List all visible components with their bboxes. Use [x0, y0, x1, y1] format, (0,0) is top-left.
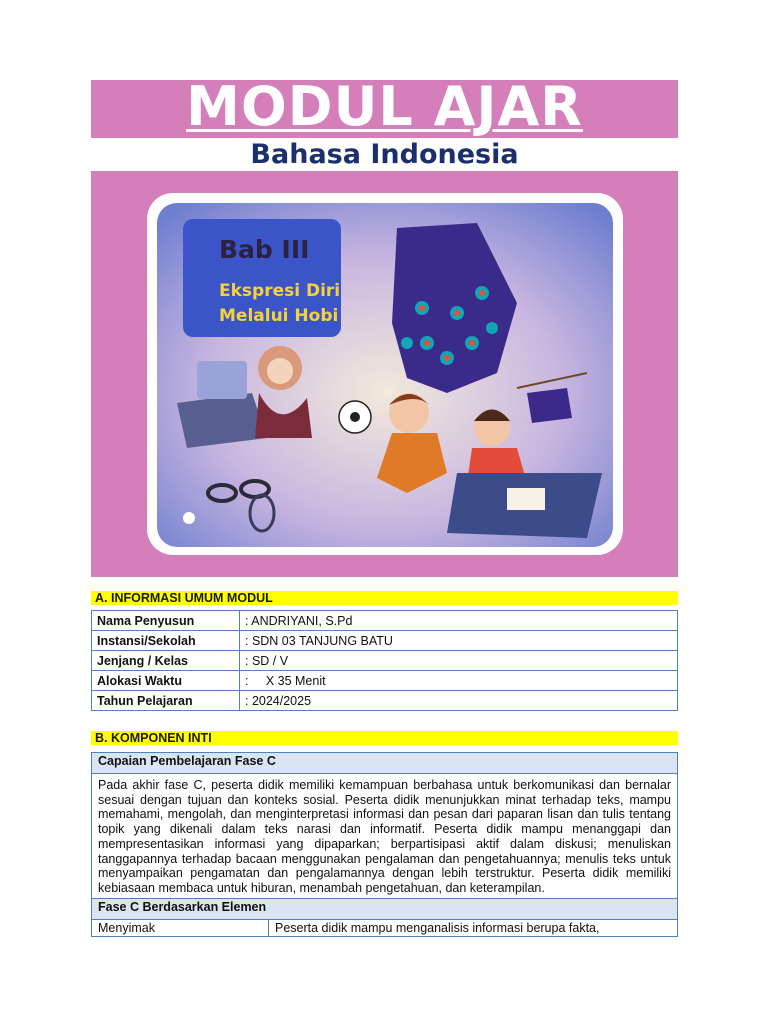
table-row	[92, 611, 678, 631]
page-title: MODUL AJAR	[186, 75, 583, 138]
general-info-table	[91, 610, 678, 711]
info-label: Jenjang / Kelas	[92, 651, 240, 671]
table-row	[92, 651, 678, 671]
section-b-heading-text: B. KOMPONEN INTI	[95, 731, 212, 745]
chapter-title-line2: Melalui Hobi	[219, 306, 339, 326]
info-label: Alokasi Waktu	[92, 671, 240, 691]
section-a-heading-text: A. INFORMASI UMUM MODUL	[95, 591, 273, 605]
info-value: : SD / V	[240, 651, 678, 671]
chapter-number: Bab III	[219, 235, 310, 264]
section-b-heading	[91, 731, 678, 745]
info-value: : X 35 Menit	[240, 671, 678, 691]
section-a-heading	[91, 591, 678, 605]
cover-frame	[91, 171, 678, 577]
shuttlecock-icon	[183, 512, 195, 524]
info-label: Instansi/Sekolah	[92, 631, 240, 651]
chapter-title-line1: Ekspresi Diri	[219, 281, 341, 301]
core-components-table	[91, 752, 678, 937]
table-row	[92, 898, 678, 919]
table-row	[92, 671, 678, 691]
table-row	[92, 919, 678, 936]
cp-heading: Capaian Pembelajaran Fase C	[92, 753, 678, 774]
table-row	[92, 691, 678, 711]
element-description: Peserta didik mampu menganalisis informasi berupa fakta,	[269, 919, 678, 936]
cover-illustration	[147, 193, 623, 555]
info-value: : ANDRIYANI, S.Pd	[240, 611, 678, 631]
page-subtitle: Bahasa Indonesia	[250, 139, 519, 170]
table-row	[92, 774, 678, 899]
knitting	[527, 388, 572, 423]
info-value: : 2024/2025	[240, 691, 678, 711]
table-row	[92, 631, 678, 651]
table-row	[92, 753, 678, 774]
info-label: Tahun Pelajaran	[92, 691, 240, 711]
info-value: : SDN 03 TANJUNG BATU	[240, 631, 678, 651]
info-label: Nama Penyusun	[92, 611, 240, 631]
element-heading: Fase C Berdasarkan Elemen	[92, 898, 678, 919]
element-name: Menyimak	[92, 919, 269, 936]
cp-paragraph: Pada akhir fase C, peserta didik memiliki kemampuan berbahasa untuk berkomunikasi dan bernalar sesuai dengan tujuan dan konteks sosial. Peserta didik menunjukkan minat terhadap teks, mampu memahami, mengolah, dan menginterpretasi informasi dan pesan dari paparan lisan dan tulis tentang topik yang dikenali dalam teks narasi dan informatif. Peserta didik mampu menanggapi dan mempresentasikan informasi yang dipaparkan; berpartisipasi aktif dalam diskusi; menuliskan tanggapannya terhadap bacaan menggunakan pengalaman dan pengetahuannya; menulis teks untuk menyampaikan pengamatan dan pengalamannya dengan lebih terstruktur. Peserta didik memiliki kebiasaan membaca untuk hiburan, menambah pengetahuan, dan keterampilan.	[92, 774, 678, 899]
